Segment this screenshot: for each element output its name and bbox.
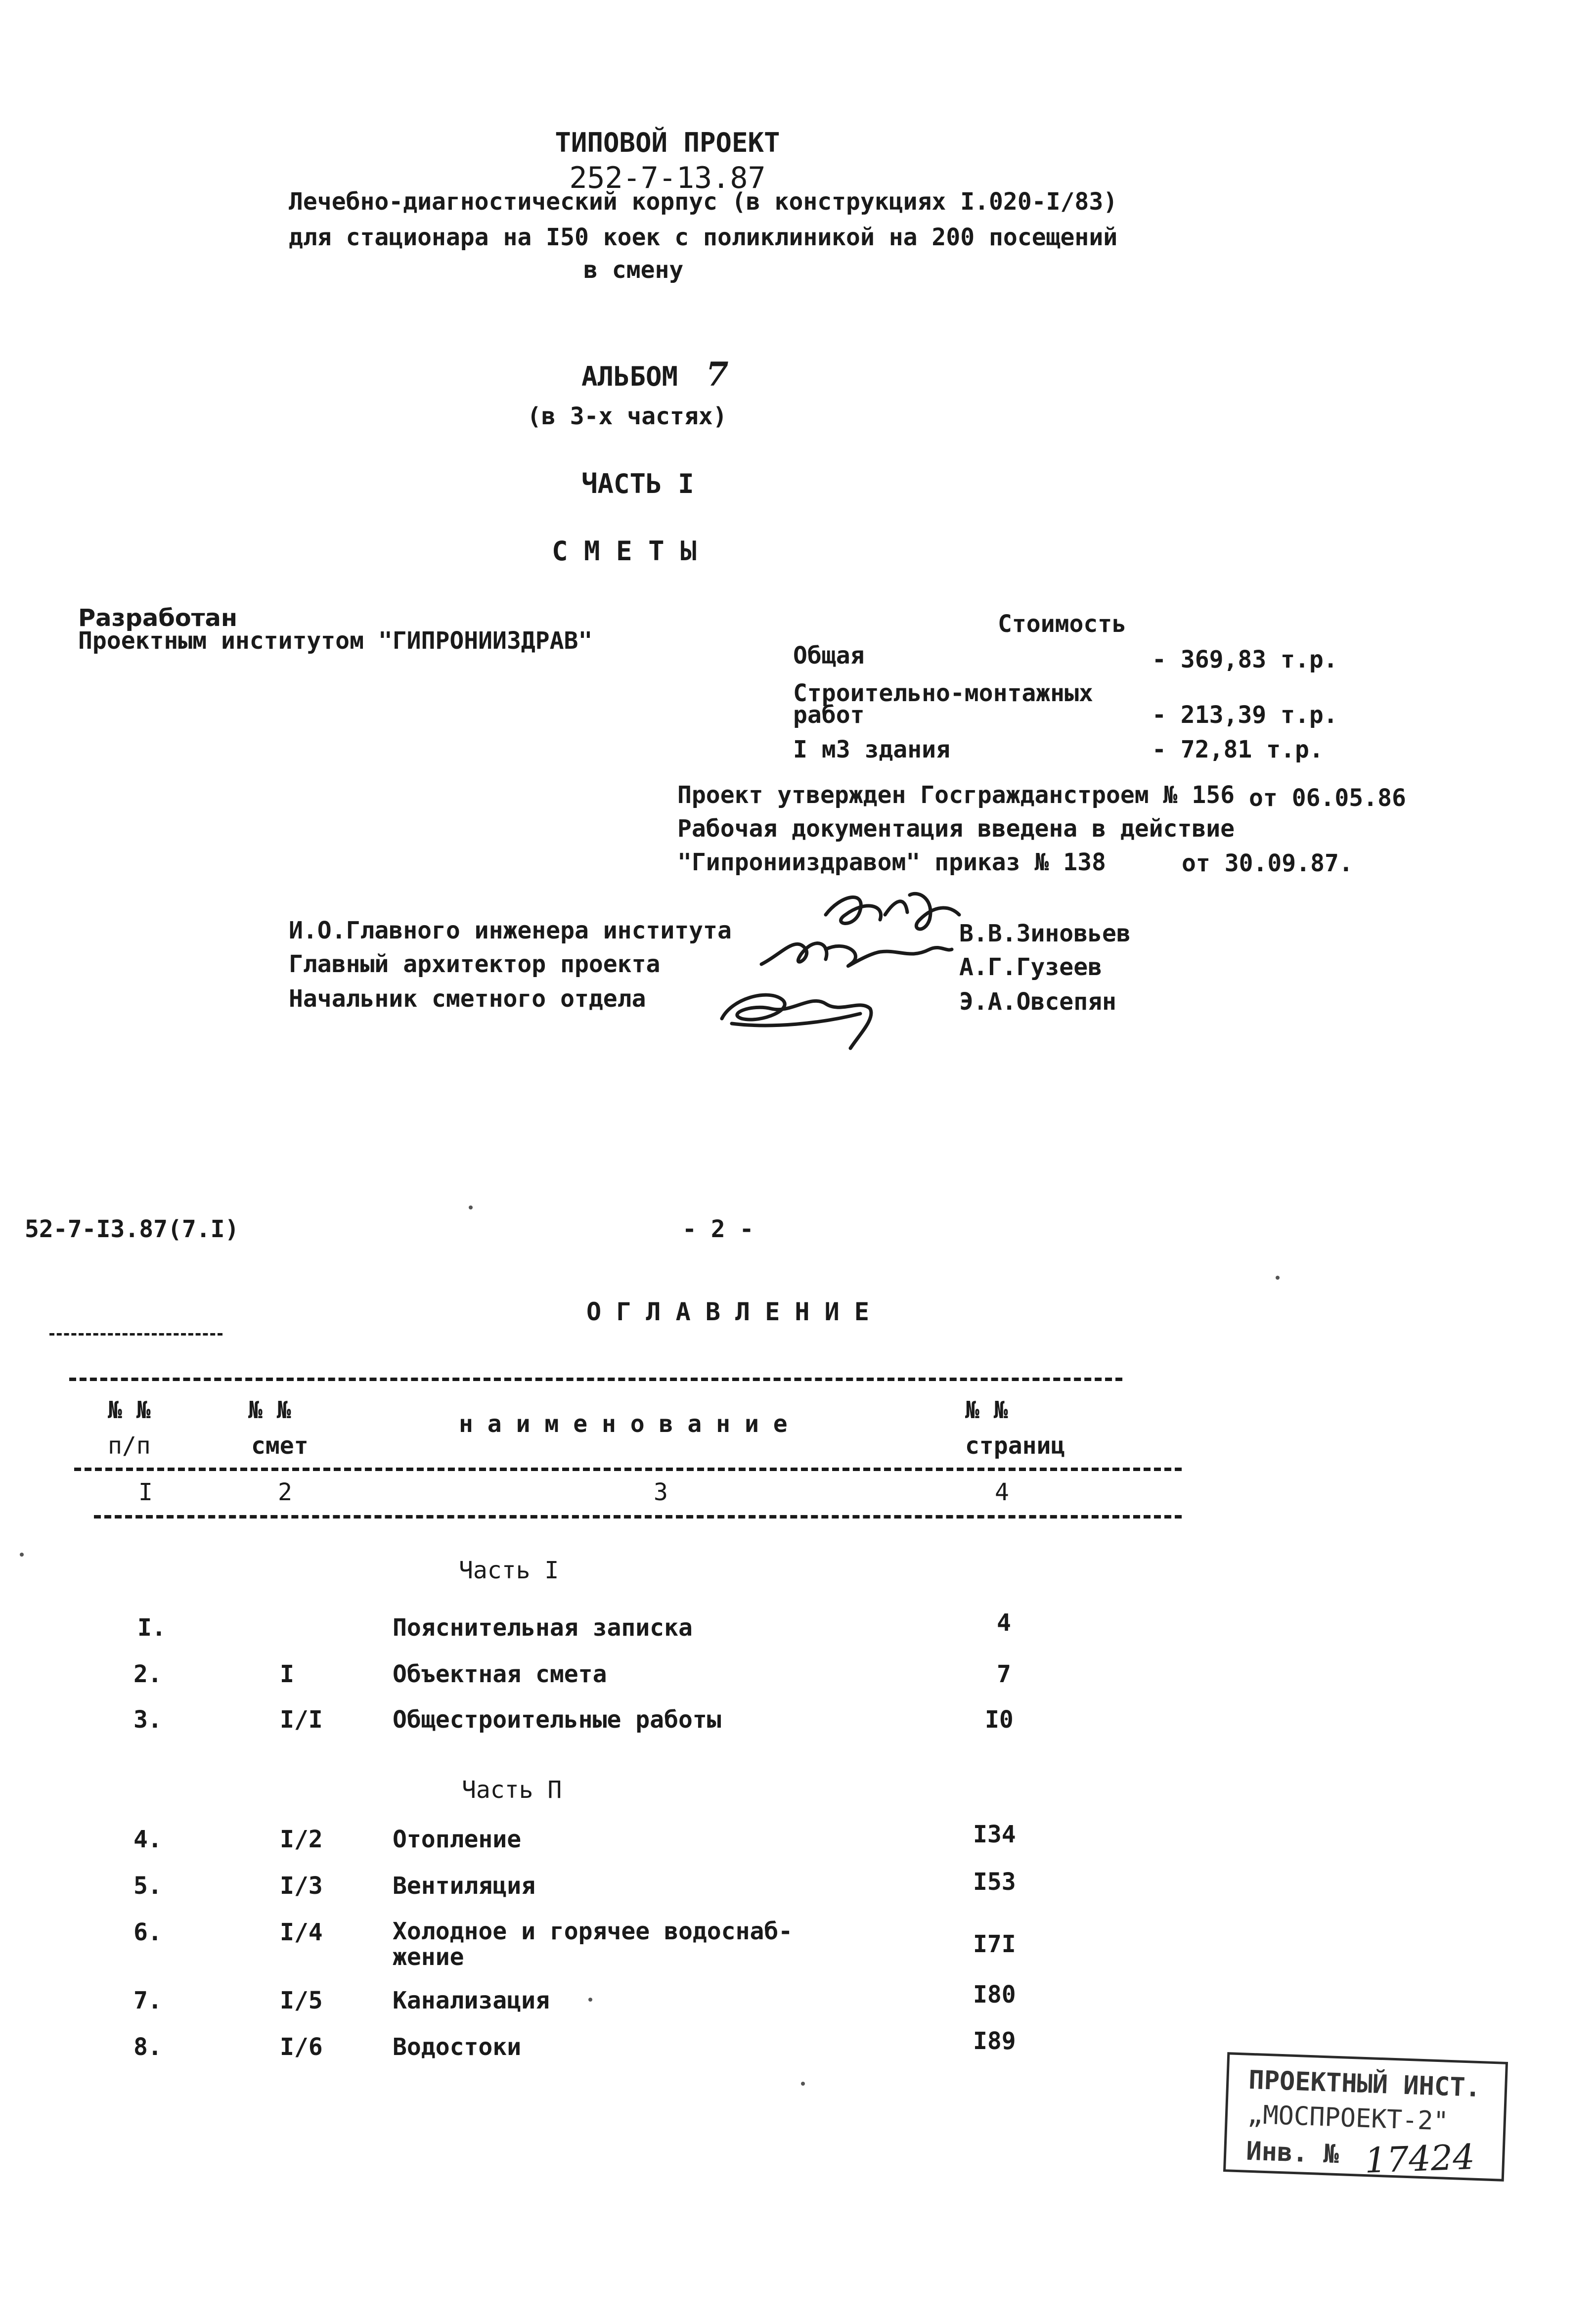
- toc-row-num: 8.: [133, 2033, 162, 2061]
- parts-note: (в 3-х частях): [527, 402, 727, 430]
- table-rule-bottom: [94, 1515, 1182, 1519]
- toc-row-name: Водостоки: [393, 2033, 522, 2061]
- toc-row-smeta: I/6: [280, 2033, 323, 2061]
- album-number: 7: [706, 355, 729, 394]
- toc-row-num: 3.: [133, 1706, 162, 1734]
- toc-row-num: 6.: [133, 1919, 162, 1946]
- developer-line-2: Проектным институтом "ГИПРОНИИЗДРАВ": [78, 627, 593, 655]
- stamp-inv-label: Инв. №: [1245, 2136, 1340, 2170]
- signatory-name-2: А.Г.Гузеев: [959, 953, 1102, 981]
- toc-row-name: Общестроительные работы: [393, 1706, 721, 1734]
- developer-line-1: Разработан: [78, 604, 238, 632]
- col-num-3: 3: [654, 1478, 668, 1506]
- toc-row-page: I34: [973, 1821, 1016, 1848]
- approval-line-1-date: от 06.05.86: [1249, 784, 1406, 812]
- stray-dash-mark: [49, 1333, 222, 1336]
- toc-row-num: I.: [137, 1614, 166, 1642]
- toc-row-name: Пояснительная записка: [393, 1614, 693, 1642]
- description-line-3: в смену: [583, 256, 684, 284]
- part1-heading: Часть I: [459, 1557, 559, 1584]
- toc-row-name-line-2: жение: [393, 1943, 464, 1971]
- toc-row-smeta: I/2: [280, 1826, 323, 1853]
- cost-header: Стоимость: [998, 610, 1127, 638]
- cost-construction-label-2: работ: [793, 701, 865, 729]
- col2-header-1: № №: [248, 1396, 291, 1424]
- scan-speck: [469, 1206, 473, 1209]
- toc-row-smeta: I/I: [280, 1706, 323, 1734]
- approval-line-2: Рабочая документация введена в действие: [677, 815, 1235, 843]
- col4-header-2: страниц: [965, 1432, 1065, 1460]
- toc-row-smeta: I/5: [280, 1987, 323, 2014]
- col-num-1: I: [138, 1478, 153, 1506]
- description-line-2: для стационара на I50 коек с поликлиникой на 200 посещений: [289, 223, 1118, 251]
- col4-header-1: № №: [965, 1396, 1008, 1424]
- toc-row-num: 5.: [133, 1872, 162, 1900]
- signature-ovsepyan: [712, 964, 900, 1053]
- toc-row-page: I0: [985, 1706, 1014, 1734]
- signatory-name-1: В.В.Зиновьев: [959, 920, 1131, 947]
- doc-type-title: С М Е Т Ы: [552, 536, 697, 567]
- cost-per-m3-label: I м3 здания: [793, 736, 950, 763]
- stamp-line-2: „МОСПРОЕКТ-2": [1246, 2100, 1449, 2137]
- stamp-inv-number: 17424: [1364, 2137, 1476, 2181]
- toc-row-name: Объектная смета: [393, 1660, 607, 1688]
- description-line-1: Лечебно-диагностический корпус (в конструкциях I.020-I/83): [289, 188, 1118, 216]
- table-rule-top: [69, 1378, 1122, 1381]
- signatory-position-1: И.О.Главного инженера института: [289, 917, 732, 944]
- toc-row-smeta: I: [280, 1660, 294, 1688]
- col-num-2: 2: [278, 1478, 292, 1506]
- scan-speck: [20, 1553, 24, 1557]
- scan-speck: [801, 2082, 805, 2086]
- toc-row-page: I80: [973, 1981, 1016, 2009]
- part-label: ЧАСТЬ I: [581, 468, 694, 499]
- col-num-4: 4: [995, 1478, 1009, 1506]
- cost-per-m3-value: - 72,81 т.р.: [1152, 736, 1324, 763]
- doc-code: 52-7-I3.87(7.I): [25, 1215, 239, 1243]
- cost-construction-value: - 213,39 т.р.: [1152, 701, 1338, 729]
- toc-row-smeta: I/4: [280, 1919, 323, 1946]
- cost-construction-label-1: Строительно-монтажных: [793, 679, 1093, 707]
- toc-row-name: Вентиляция: [393, 1872, 535, 1900]
- approval-line-3: "Гипронииздравом" приказ № 138: [677, 849, 1106, 876]
- approval-line-3-date: от 30.09.87.: [1182, 849, 1353, 877]
- toc-row-num: 2.: [133, 1660, 162, 1688]
- toc-title: О Г Л А В Л Е Н И Е: [586, 1297, 869, 1326]
- toc-row-page: I7I: [973, 1930, 1016, 1958]
- toc-row-name-line-1: Холодное и горячее водоснаб-: [393, 1918, 793, 1945]
- toc-row-name: Отопление: [393, 1826, 522, 1853]
- toc-row-num: 4.: [133, 1826, 162, 1853]
- scan-speck: [588, 1998, 592, 2002]
- approval-line-1: Проект утвержден Госгражданстроем № 156: [677, 781, 1235, 809]
- toc-row-page: 7: [997, 1660, 1011, 1688]
- archive-stamp: [1223, 2052, 1508, 2182]
- table-rule-mid: [74, 1468, 1182, 1471]
- toc-row-page: 4: [997, 1609, 1011, 1637]
- scan-speck: [1276, 1276, 1280, 1280]
- toc-row-num: 7.: [133, 1987, 162, 2014]
- cover-title: ТИПОВОЙ ПРОЕКТ: [555, 127, 780, 158]
- col2-header-2: смет: [251, 1432, 309, 1460]
- album-heading: [581, 355, 729, 394]
- signatory-position-2: Главный архитектор проекта: [289, 950, 661, 978]
- col3-header: н а и м е н о в а н и е: [459, 1410, 788, 1438]
- toc-row-page: I53: [973, 1868, 1016, 1896]
- col1-header-1: № №: [108, 1396, 151, 1424]
- toc-row-smeta: I/3: [280, 1872, 323, 1900]
- album-label: АЛЬБОМ: [581, 361, 678, 392]
- signatory-position-3: Начальник сметного отдела: [289, 985, 646, 1013]
- stamp-line-1: ПРОЕКТНЫЙ ИНСТ.: [1248, 2065, 1481, 2103]
- part2-heading: Часть П: [462, 1776, 562, 1804]
- signatory-name-3: Э.А.Овсепян: [959, 988, 1116, 1016]
- cost-total-label: Общая: [793, 642, 865, 670]
- toc-row-page: I89: [973, 2027, 1016, 2055]
- toc-row-name: Канализация: [393, 1987, 550, 2014]
- page-number: - 2 -: [682, 1215, 754, 1243]
- project-number: 252-7-13.87: [569, 161, 766, 195]
- col1-header-2: п/п: [108, 1432, 151, 1460]
- cost-total-value: - 369,83 т.р.: [1152, 646, 1338, 673]
